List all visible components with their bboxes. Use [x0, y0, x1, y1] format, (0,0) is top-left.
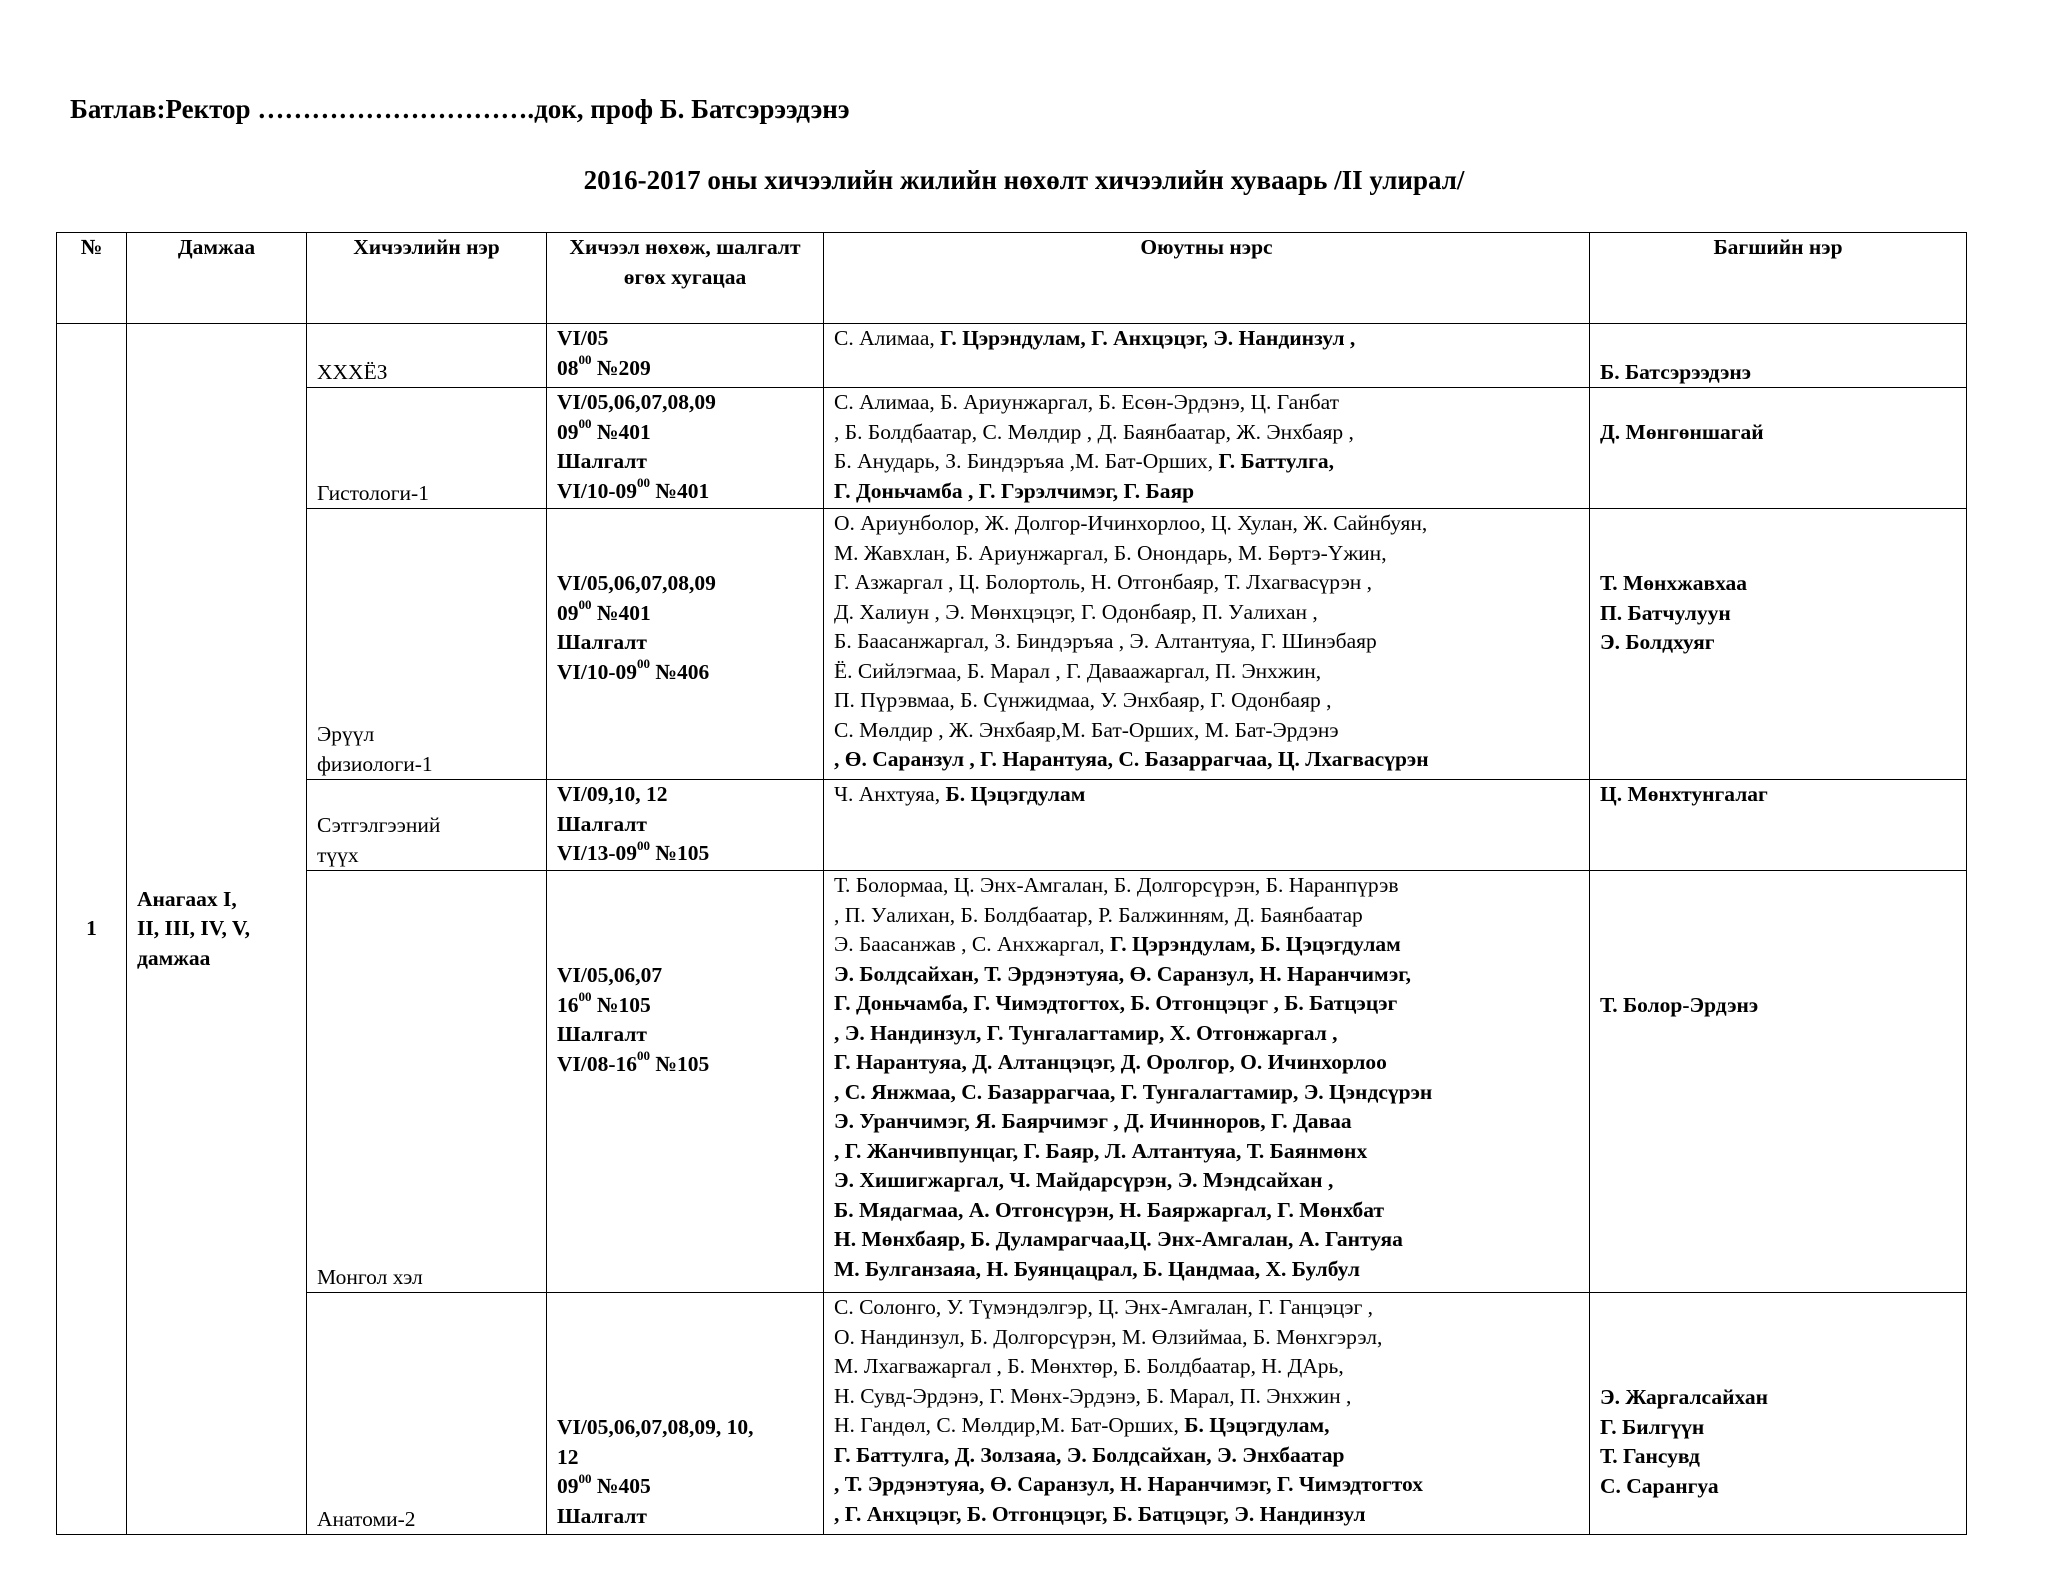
time-minutes: 00 [578, 1470, 592, 1486]
exam-date: VI/10-09 [557, 478, 638, 503]
students-line: О. Ариунболор, Ж. Долгор-Ичинхорлоо, Ц. Хулан, Ж. Сайнбуян, [834, 511, 1428, 535]
students-line: , Б. Болдбаатар, С. Мөлдир , Д. Баянбаатар, Ж. Энхбаяр , [834, 419, 1354, 444]
students-line: М. Булганзаяа, Н. Буянцацрал, Б. Цандмаа, Х. Булбул [834, 1256, 1360, 1281]
schedule-line: Шалгалт [557, 1503, 647, 1528]
subject-name: Анатоми-2 [317, 1506, 416, 1531]
students-line: Г. Доньчамба, Г. Чимэдтогтох, Б. Отгонцэцэг , Б. Батцэцэг [834, 991, 1398, 1015]
students-line: П. Пүрэвмаа, Б. Сүнжидмаа, У. Энхбаяр, Г. Одонбаяр , [834, 688, 1332, 712]
students-line: Т. Болормаа, Ц. Энх-Амгалан, Б. Долгорсүрэн, Б. Наранпүрэв [834, 873, 1399, 897]
teacher-cell [1590, 324, 1967, 388]
room: №405 [591, 1474, 651, 1498]
group-name-l3: дамжаа [137, 945, 211, 970]
header-teacher: Багшийн нэр [1590, 233, 1967, 324]
students-line: , Г. Жанчивпунцаг, Г. Баяр, Л. Алтантуяа, Т. Баянмөнх [834, 1138, 1368, 1163]
subject-cell [307, 324, 547, 388]
table-row [57, 324, 1967, 388]
table-row [57, 509, 1967, 780]
header-row [57, 233, 1967, 324]
teacher-name: Т. Болор-Эрдэнэ [1600, 993, 1759, 1017]
group-name-l1: Анагаах I, [137, 886, 237, 911]
teacher-name: Ц. Мөнхтунгалаг [1600, 782, 1768, 806]
room: №105 [650, 1051, 710, 1076]
document-title: 2016-2017 оны хичээлийн жилийн нөхөлт хичээлийн хуваарь /II улирал/ [583, 165, 1465, 195]
schedule-line [557, 599, 813, 629]
teacher-name: Э. Жаргалсайхан [1600, 1385, 1769, 1409]
teacher-name: С. Сарангуа [1600, 1473, 1719, 1498]
students-line: , П. Уалихан, Б. Болдбаатар, Р. Балжинням, Д. Баянбаатар [834, 902, 1363, 927]
students-line: Н. Мөнхбаяр, Б. Дуламрагчаа,Ц. Энх-Амгалан, А. Гантуяа [834, 1227, 1403, 1251]
teacher-cell [1590, 871, 1967, 1293]
schedule-line: VI/05,06,07,08,09 [557, 571, 716, 595]
schedule-line: Шалгалт [557, 449, 647, 473]
schedule-line: VI/05 [557, 326, 609, 350]
header-subject: Хичээлийн нэр [307, 233, 547, 324]
teacher-cell [1590, 1293, 1967, 1535]
students-line [834, 447, 1579, 477]
schedule-line: VI/09,10, 12 [557, 782, 668, 806]
group-name-l2: II, III, IV, V, [137, 916, 250, 941]
time-minutes: 00 [578, 597, 592, 613]
student-names: С. Алимаа, [834, 326, 941, 350]
subject-name: ХХХЁЗ [317, 359, 388, 384]
students-line: , Г. Анхцэцэг, Б. Отгонцэцэг, Б. Батцэцэг, Э. Нандинзул [834, 1501, 1366, 1526]
students-cell [824, 871, 1590, 1293]
subject-name: Гистологи-1 [317, 480, 429, 505]
schedule-line: VI/05,06,07 [557, 963, 663, 987]
schedule-line [557, 1050, 813, 1080]
students-line: Э. Болдсайхан, Т. Эрдэнэтуяа, Ө. Саранзул, Н. Наранчимэг, [834, 961, 1411, 986]
schedule-line: Шалгалт [557, 1022, 647, 1046]
schedule-cell [547, 509, 824, 780]
students-cell [824, 1293, 1590, 1535]
students-line: Б. Баасанжаргал, З. Биндэръяа , Э. Алтантуяа, Г. Шинэбаяр [834, 629, 1377, 653]
subject-cell [307, 1293, 547, 1535]
table-row [57, 388, 1967, 509]
time-hour: 09 [557, 600, 579, 625]
teacher-name: П. Батчулуун [1600, 600, 1731, 625]
students-line: Г. Баттулга, Д. Золзаяа, Э. Болдсайхан, Э. Энхбаатар [834, 1442, 1345, 1467]
students-line: М. Лхагважаргал , Б. Мөнхтөр, Б. Болдбаатар, Н. ДАрь, [834, 1354, 1344, 1378]
time-minutes: 00 [578, 416, 592, 432]
table-row [57, 780, 1967, 871]
students-line [834, 324, 1579, 354]
subject-name: Монгол хэл [317, 1264, 423, 1289]
room: №209 [591, 355, 651, 380]
schedule-line: 12 [557, 1444, 579, 1469]
student-names: Ч. Анхтуяа, [834, 782, 946, 806]
schedule-cell [547, 780, 824, 871]
room: №406 [650, 659, 710, 684]
time-hour: 16 [557, 992, 579, 1017]
students-line: , Э. Нандинзул, Г. Тунгалагтамир, Х. Отгонжаргал , [834, 1020, 1338, 1045]
exam-date: VI/08-16 [557, 1051, 638, 1076]
subject-cell [307, 509, 547, 780]
students-line: Г. Азжаргал , Ц. Болортоль, Н. Отгонбаяр, Т. Лхагвасүрэн , [834, 570, 1373, 594]
subject-name: түүх [317, 842, 359, 867]
students-line: Э. Хишигжаргал, Ч. Майдарсүрэн, Э. Мэндсайхан , [834, 1168, 1334, 1192]
student-names-bold: Б. Цэцэгдулам, [1184, 1413, 1330, 1437]
students-line: М. Жавхлан, Б. Ариунжаргал, Б. Онондарь, М. Бөртэ-Үжин, [834, 540, 1387, 565]
schedule-cell [547, 388, 824, 509]
students-line: , Т. Эрдэнэтуяа, Ө. Саранзул, Н. Наранчимэг, Г. Чимэдтогтох [834, 1472, 1424, 1496]
group-name [127, 324, 307, 1535]
students-cell [824, 780, 1590, 871]
header-group: Дамжаа [127, 233, 307, 324]
teacher-name: Т. Мөнхжавхаа [1600, 571, 1748, 595]
student-names-bold: Г. Цэрэндулам, Б. Цэцэгдулам [1109, 932, 1401, 956]
group-number: 1 [57, 324, 127, 1535]
student-names-bold: Г. Баттулга, [1218, 449, 1334, 473]
schedule-line: Шалгалт [557, 811, 647, 836]
students-line [834, 1411, 1579, 1441]
teacher-cell [1590, 388, 1967, 509]
header-schedule-l3: хугацаа [671, 264, 747, 289]
students-cell [824, 324, 1590, 388]
students-line: Д. Халиун , Э. Мөнхцэцэг, Г. Одонбаяр, П. Уалихан , [834, 599, 1318, 624]
schedule-line [557, 354, 813, 384]
students-line: Г. Нарантуяа, Д. Алтанцэцэг, Д. Оролгор, О. Ичинхорлоо [834, 1050, 1387, 1074]
student-names: Э. Баасанжав , С. Анхжаргал, [834, 932, 1110, 956]
exam-date: VI/13-09 [557, 841, 638, 865]
table-row [57, 871, 1967, 1293]
subject-cell [307, 780, 547, 871]
header-schedule-l1: Хичээл нөхөж, [569, 235, 711, 259]
schedule-cell [547, 324, 824, 388]
room: №401 [591, 600, 651, 625]
students-line: Г. Доньчамба , Г. Гэрэлчимэг, Г. Баяр [834, 478, 1195, 503]
schedule-line: VI/05,06,07,08,09, 10, [557, 1415, 754, 1439]
table-row [57, 1293, 1967, 1535]
students-line: С. Алимаа, Б. Ариунжаргал, Б. Есөн-Эрдэнэ, Ц. Ганбат [834, 390, 1340, 414]
students-line: С. Мөлдир , Ж. Энхбаяр,М. Бат-Орших, М. Бат-Эрдэнэ [834, 717, 1339, 742]
subject-cell [307, 388, 547, 509]
students-line: Ё. Сийлэгмаа, Б. Марал , Г. Даваажаргал, П. Энхжин, [834, 658, 1322, 683]
teacher-cell [1590, 509, 1967, 780]
time-minutes: 00 [637, 475, 651, 491]
schedule-table [56, 232, 1967, 1535]
time-hour: 09 [557, 1474, 579, 1498]
student-names-bold: Б. Цэцэгдулам [945, 782, 1086, 806]
student-names: Н. Гандөл, С. Мөлдир,М. Бат-Орших, [834, 1413, 1185, 1437]
approval-line: Батлав:Ректор ………………………….док, проф Б. Батсэрээдэнэ [70, 94, 850, 124]
students-line: Э. Уранчимэг, Я. Баярчимэг , Д. Ичинноров, Г. Даваа [834, 1109, 1352, 1133]
header-schedule [547, 233, 824, 324]
students-line: Н. Сувд-Эрдэнэ, Г. Мөнх-Эрдэнэ, Б. Марал, П. Энхжин , [834, 1383, 1352, 1408]
teacher-name: Д. Мөнгөншагай [1600, 420, 1764, 444]
subject-name: Эрүүл [317, 722, 375, 746]
students-line: С. Солонго, У. Түмэндэлгэр, Ц. Энх-Амгалан, Г. Ганцэцэг , [834, 1295, 1374, 1319]
schedule-cell [547, 871, 824, 1293]
schedule-line: Шалгалт [557, 630, 647, 654]
exam-date: VI/10-09 [557, 659, 638, 684]
student-names-bold: Г. Цэрэндулам, Г. Анхцэцэг, Э. Нандинзул , [940, 326, 1356, 350]
schedule-line [557, 477, 813, 507]
students-line [834, 780, 1579, 810]
schedule-cell [547, 1293, 824, 1535]
schedule-line [557, 991, 813, 1021]
students-cell [824, 388, 1590, 509]
teacher-name: Б. Батсэрээдэнэ [1600, 359, 1752, 384]
students-line [834, 930, 1579, 960]
time-minutes: 00 [637, 656, 651, 672]
students-line: , Ө. Саранзул , Г. Нарантуяа, С. Базаррагчаа, Ц. Лхагвасүрэн [834, 747, 1429, 771]
header-num: № [57, 233, 127, 324]
teacher-cell [1590, 780, 1967, 871]
room: №401 [650, 478, 710, 503]
schedule-line [557, 1472, 813, 1502]
room: №401 [591, 419, 651, 444]
header-students: Оюутны нэрс [824, 233, 1590, 324]
students-cell [824, 509, 1590, 780]
time-hour: 09 [557, 419, 579, 444]
students-line: Б. Мядагмаа, А. Отгонсүрэн, Н. Баяржаргал, Г. Мөнхбат [834, 1197, 1385, 1222]
students-line: О. Нандинзул, Б. Долгорсүрэн, М. Өлзиймаа, Б. Мөнхгэрэл, [834, 1324, 1383, 1349]
teacher-name: Г. Билгүүн [1600, 1414, 1705, 1439]
time-minutes: 00 [637, 837, 651, 853]
schedule-line: VI/05,06,07,08,09 [557, 390, 716, 414]
subject-name: Сэтгэлгээний [317, 813, 441, 837]
subject-cell [307, 871, 547, 1293]
student-names: Б. Анударь, З. Биндэръяа ,М. Бат-Орших, [834, 449, 1219, 473]
time-minutes: 00 [637, 1048, 651, 1064]
header-schedule-l2: шалгалт өгөх [623, 235, 801, 289]
room: №105 [591, 992, 651, 1017]
schedule-line [557, 658, 813, 688]
teacher-name: Э. Болдхуяг [1600, 630, 1715, 654]
time-minutes: 00 [578, 352, 592, 368]
schedule-line [557, 839, 813, 869]
teacher-name: Т. Гансувд [1600, 1444, 1700, 1468]
time-minutes: 00 [578, 989, 592, 1005]
students-line: , С. Янжмаа, С. Базаррагчаа, Г. Тунгалагтамир, Э. Цэндсүрэн [834, 1079, 1433, 1104]
subject-name: физиологи-1 [317, 751, 433, 776]
schedule-line [557, 418, 813, 448]
room: №105 [650, 841, 710, 865]
time-hour: 08 [557, 355, 579, 380]
